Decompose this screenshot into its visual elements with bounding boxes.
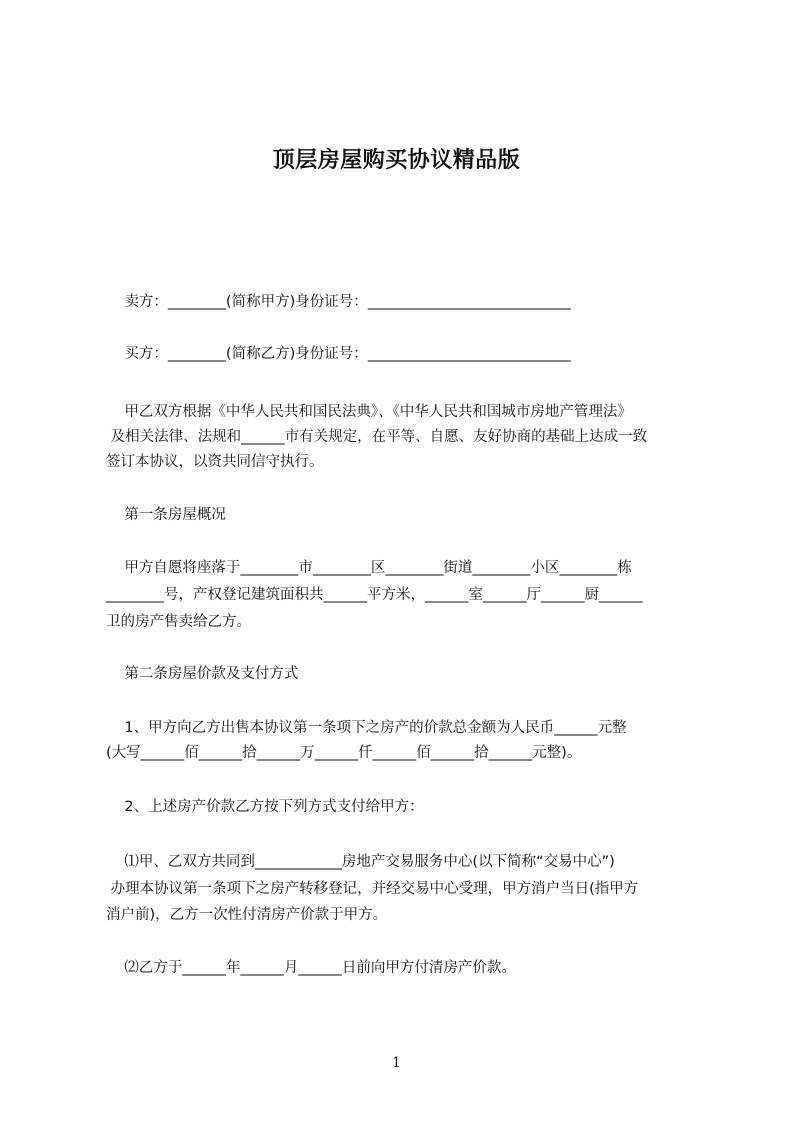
article1-line-3: 卫的房产售卖给乙方。 xyxy=(106,614,251,630)
seller-line: 卖方：________(简称甲方)身份证号：____________________________ xyxy=(106,294,571,310)
buyer-line: 买方：________(简称乙方)身份证号：____________________________ xyxy=(106,346,571,362)
article1-line-1: 甲方自愿将座落于________市________区________街道________小区________栋 xyxy=(106,560,632,576)
clause1-line-2: (大写______佰______拾______万______仟______佰______拾______元整)。 xyxy=(106,745,582,761)
sub1-line-2: 办理本协议第一条项下之房产转移登记，并经交易中心受理，甲方消户当日(指甲方 xyxy=(106,881,639,897)
article1-heading: 第一条房屋概况 xyxy=(106,507,226,523)
sub2-line: ⑵乙方于______年______月______日前向甲方付清房产价款。 xyxy=(106,960,516,976)
clause1-line-1: 1、甲方向乙方出售本协议第一条项下之房产的价款总金额为人民币______元整 xyxy=(106,720,627,736)
clause2-line: 2、上述房产价款乙方按下列方式支付给甲方： xyxy=(106,799,424,815)
sub1-line-1: ⑴甲、乙双方共同到____________房地产交易服务中心(以下简称“交易中心”) xyxy=(106,854,615,870)
intro-line-3: 签订本协议，以资共同信守执行。 xyxy=(106,454,324,470)
article2-heading: 第二条房屋价款及支付方式 xyxy=(106,666,299,682)
document-title: 顶层房屋购买协议精品版 xyxy=(272,148,521,173)
intro-line-1: 甲乙双方根据《中华人民共和国民法典》、《中华人民共和国城市房地产管理法》 xyxy=(106,404,632,420)
intro-line-2: 及相关法律、法规和______市有关规定，在平等、自愿、友好协商的基础上达成一致 xyxy=(106,429,648,445)
page-number: 1 xyxy=(392,1055,401,1071)
sub1-line-3: 消户前)，乙方一次性付清房产价款于甲方。 xyxy=(106,907,388,923)
article1-line-2: ________号，产权登记建筑面积共______平方米，______室______厅______厨______ xyxy=(106,587,643,603)
